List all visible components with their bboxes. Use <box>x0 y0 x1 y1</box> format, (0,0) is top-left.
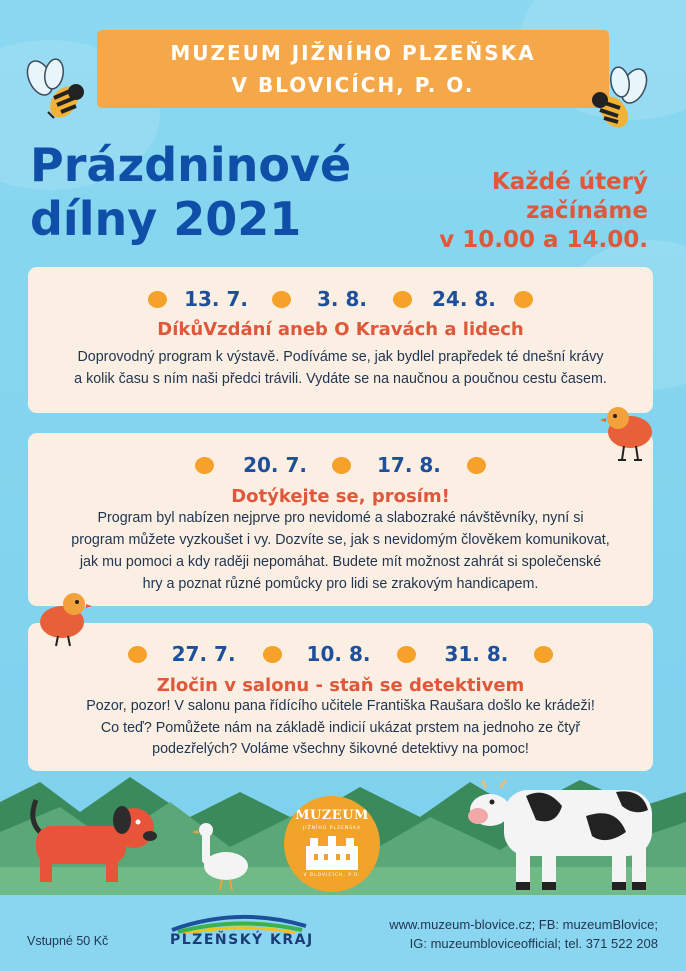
region-logo-text: PLZEŇSKÝ KRAJ <box>170 932 314 948</box>
workshop-date: 24. 8. <box>432 287 496 311</box>
bee-icon <box>26 58 88 130</box>
museum-name-line1: MUZEUM JIŽNÍHO PLZEŇSKA <box>170 41 536 65</box>
contact-line2: IG: muzeumbloviceofficial; tel. 371 522 208 <box>409 936 658 951</box>
cow-icon <box>466 776 662 894</box>
museum-name-line2: V BLOVICÍCH, P. O. <box>231 73 475 97</box>
page-title <box>30 138 351 246</box>
chick-icon <box>598 400 660 466</box>
workshop-description: Pozor, pozor! V salonu pana řídícího učitele Františka Raušara došlo ke krádeži! Co teď? Pomůžete nám na základě indicií ukázat prstem na jednoho ze čtyř podezřelých? Voláme všechny šikovné detektivy na pomoc! <box>86 698 595 757</box>
workshop-date: 20. 7. <box>243 453 307 477</box>
workshop-card <box>28 267 653 413</box>
chick-icon <box>34 584 96 650</box>
logo-word: MUZEUM <box>295 808 369 823</box>
goose-icon <box>190 822 260 892</box>
workshop-date: 10. 8. <box>306 642 371 666</box>
workshop-title: Zločin v salonu - staň se detektivem <box>156 675 525 696</box>
schedule-line3: v 10.00 a 14.00. <box>439 227 648 253</box>
workshop-title: DíkůVzdání aneb O Kravách a lidech <box>157 319 524 340</box>
workshop-description: Program byl nabízen nejprve pro nevidomé a slabozraké návštěvníky, nyní si program můžete vyzkoušet i vy. Dozvíte se, jak s nevidomým člověkem komunikovat, jak mu pomoci a kdy raději nepomáhat. Budete mít možnost zahrát si společenské hry a poznat různé pomůcky pro lidi se zrakovým handicapem. <box>71 510 610 592</box>
admission-price: Vstupné 50 Kč <box>27 934 109 948</box>
schedule-line2: začínáme <box>526 198 648 224</box>
schedule-note <box>439 168 648 255</box>
contact-line1: www.muzeum-blovice.cz; FB: muzeumBlovice; <box>389 917 658 932</box>
workshop-date: 3. 8. <box>317 287 367 311</box>
museum-name-banner <box>97 30 609 108</box>
museum-logo <box>284 796 380 892</box>
workshop-date: 17. 8. <box>377 453 441 477</box>
logo-subtitle: JIŽNÍHO PLZEŇSKA <box>302 826 362 831</box>
workshop-dates <box>28 453 653 477</box>
workshop-date: 27. 7. <box>171 642 236 666</box>
workshop-date: 13. 7. <box>184 287 248 311</box>
bullet-dot <box>534 646 553 663</box>
dog-icon <box>22 790 172 890</box>
bullet-dot <box>272 291 291 308</box>
title-line2: dílny 2021 <box>30 192 302 246</box>
contact-info <box>389 915 658 953</box>
workshop-description: Doprovodný program k výstavě. Podíváme se, jak bydlel prapředek té dnešní krávy a kolik času s ním naši předci trávili. Vydáte se na naučnou a poučnou cestu časem. <box>74 349 607 387</box>
schedule-line1: Každé úterý <box>491 169 648 195</box>
bullet-dot <box>128 646 147 663</box>
workshop-dates <box>28 642 653 666</box>
bullet-dot <box>393 291 412 308</box>
bullet-dot <box>514 291 533 308</box>
workshop-title: Dotýkejte se, prosím! <box>231 486 450 507</box>
bullet-dot <box>397 646 416 663</box>
bullet-dot <box>332 457 351 474</box>
logo-bottom-text: V BLOVICÍCH, P.O. <box>303 873 361 878</box>
bullet-dot <box>467 457 486 474</box>
workshop-date: 31. 8. <box>444 642 509 666</box>
region-logo-swoosh-icon <box>168 912 310 934</box>
bullet-dot <box>195 457 214 474</box>
bullet-dot <box>148 291 167 308</box>
workshop-card <box>28 433 653 606</box>
workshop-dates <box>28 287 653 311</box>
workshop-card <box>28 623 653 771</box>
bullet-dot <box>263 646 282 663</box>
title-line1: Prázdninové <box>30 138 352 192</box>
castle-icon <box>302 836 362 870</box>
bee-icon <box>590 66 652 138</box>
